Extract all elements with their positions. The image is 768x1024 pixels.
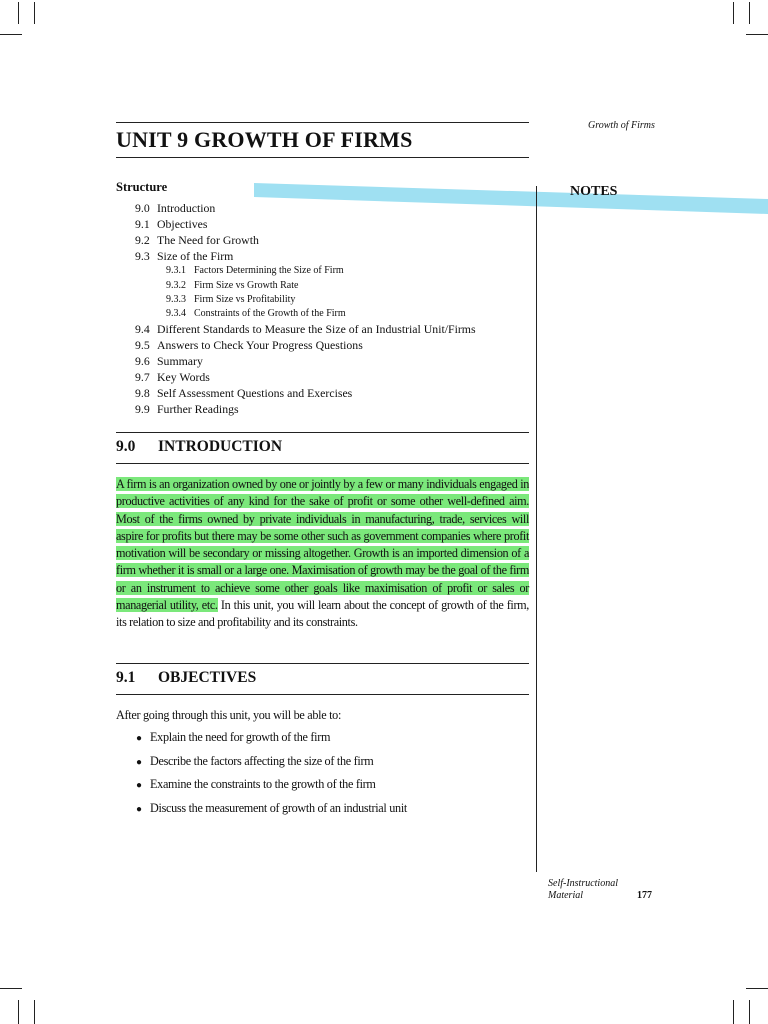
toc-label: Size of the Firm bbox=[157, 249, 234, 263]
toc-label: Self Assessment Questions and Exercises bbox=[157, 386, 353, 400]
list-item bbox=[136, 754, 407, 778]
toc-item bbox=[135, 249, 233, 264]
toc-label: Further Readings bbox=[157, 402, 239, 416]
section-rule bbox=[116, 463, 529, 464]
list-item bbox=[136, 730, 407, 754]
title-bottom-rule bbox=[116, 157, 529, 158]
structure-label: Structure bbox=[116, 180, 168, 194]
toc-label: Factors Determining the Size of Firm bbox=[194, 265, 344, 276]
toc-number: 9.3.4 bbox=[166, 308, 186, 319]
footer-line: Self-Instructional bbox=[548, 878, 618, 889]
toc-number: 9.6 bbox=[135, 354, 150, 368]
toc-number: 9.9 bbox=[135, 402, 150, 416]
page-number: 177 bbox=[637, 890, 652, 901]
toc-number: 9.3 bbox=[135, 249, 150, 263]
objectives-lead: After going through this unit, you will be able to: bbox=[116, 708, 342, 722]
section-title: OBJECTIVES bbox=[158, 669, 257, 686]
section-heading-introduction bbox=[116, 438, 282, 456]
toc-subitem bbox=[166, 308, 346, 319]
plain-text: In this unit, you will learn about the concept of growth of the firm, its relation to size and profitability and its constraints. bbox=[116, 598, 529, 630]
bullet-icon: ● bbox=[136, 756, 142, 768]
notes-label: NOTES bbox=[570, 184, 618, 199]
toc-label: Constraints of the Growth of the Firm bbox=[194, 308, 346, 319]
highlighter-stripe-shape bbox=[254, 183, 768, 214]
toc-item bbox=[135, 233, 259, 248]
toc-item bbox=[135, 370, 210, 385]
toc-item bbox=[135, 354, 203, 369]
toc-label: Key Words bbox=[157, 370, 210, 384]
toc-label: Introduction bbox=[157, 201, 216, 215]
section-title: INTRODUCTION bbox=[158, 438, 283, 455]
list-item-text: Explain the need for growth of the firm bbox=[150, 730, 331, 744]
toc-number: 9.2 bbox=[135, 233, 150, 247]
introduction-paragraph bbox=[116, 476, 529, 632]
toc-number: 9.4 bbox=[135, 322, 150, 336]
list-item-text: Discuss the measurement of growth of an industrial unit bbox=[150, 800, 407, 815]
list-item-text: Describe the factors affecting the size of the firm bbox=[150, 753, 374, 768]
toc-number: 9.5 bbox=[135, 338, 150, 352]
toc-number: 9.8 bbox=[135, 386, 150, 400]
toc-label: Objectives bbox=[157, 217, 208, 231]
section-rule bbox=[116, 663, 529, 664]
bullet-icon: ● bbox=[136, 780, 142, 791]
toc-number: 9.3.1 bbox=[166, 265, 186, 276]
unit-title: UNIT 9 GROWTH OF FIRMS bbox=[116, 127, 413, 152]
section-heading-objectives bbox=[116, 669, 256, 687]
section-number: 9.0 bbox=[116, 438, 136, 455]
toc-item bbox=[135, 402, 239, 417]
highlighted-text: A firm is an organization owned by one or jointly by a few or many individuals engaged in productive activities of any kind for the sake of profit or some other well-defined aim. Most of the firms owned by private individuals in manufacturing, trade, services will aspire for profits but there may be some other such as government companies where profit motivation will be secondary or missing altogether. Growth is an imported dimension of a firm whether it is small or a large one. Maximisation of growth may be the goal of the firm or an instrument to achieve some other goals like maximisation of profit or sales or managerial utility, etc. bbox=[116, 477, 529, 613]
list-item bbox=[136, 777, 407, 801]
toc-item bbox=[135, 386, 352, 401]
bullet-icon: ● bbox=[136, 803, 142, 815]
toc-subitem bbox=[166, 294, 295, 305]
title-top-rule bbox=[116, 122, 529, 123]
section-number: 9.1 bbox=[116, 669, 136, 686]
toc-label: Firm Size vs Profitability bbox=[194, 294, 296, 305]
toc-label: The Need for Growth bbox=[157, 233, 259, 247]
self-instructional-material-label bbox=[548, 878, 618, 902]
toc-number: 9.3.3 bbox=[166, 294, 186, 305]
footer-line: Material bbox=[548, 890, 583, 901]
toc-subitem bbox=[166, 265, 344, 276]
list-item-text: Examine the constraints to the growth of the firm bbox=[150, 777, 376, 791]
toc-label: Summary bbox=[157, 354, 203, 368]
toc-label: Answers to Check Your Progress Questions bbox=[157, 338, 363, 352]
section-rule bbox=[116, 694, 529, 695]
toc-number: 9.7 bbox=[135, 370, 150, 384]
toc-item bbox=[135, 217, 207, 232]
margin-divider bbox=[536, 186, 537, 872]
bullet-icon: ● bbox=[136, 733, 142, 744]
running-head: Growth of Firms bbox=[588, 120, 655, 131]
section-rule bbox=[116, 432, 529, 433]
toc-number: 9.1 bbox=[135, 217, 150, 231]
list-item bbox=[136, 801, 407, 825]
objectives-list bbox=[136, 730, 407, 824]
toc-item bbox=[135, 201, 215, 216]
toc-label: Firm Size vs Growth Rate bbox=[194, 280, 299, 291]
toc-subitem bbox=[166, 280, 298, 291]
toc-item bbox=[135, 322, 476, 337]
toc-item bbox=[135, 338, 363, 353]
toc-number: 9.0 bbox=[135, 201, 150, 215]
toc-label: Different Standards to Measure the Size of an Industrial Unit/Firms bbox=[157, 322, 476, 336]
toc-number: 9.3.2 bbox=[166, 280, 186, 291]
